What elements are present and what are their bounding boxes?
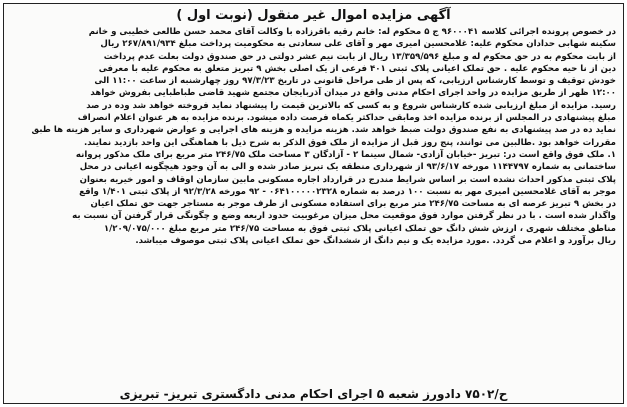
body-line: ۱. ملک فوق واقع است در: تبریز -خیابان آزادی- شمال سینما ۲ - آزادگان ۳ مساحت ملک ۲۴۶/۷۵ متر مربع برای ملک مذکور پروانه [75, 149, 616, 160]
body-line: در بخش ۹ تبریز عرصه ای به مساحت ۲۴۶/۷۵ متر مربع برای استفاده مسکونی از طرف موجر به مستاجر جهت حق تملک اعیان [90, 199, 616, 210]
body-line: دین از نا حیه محکوم علیه . حق تملک اعیانی پلاک ثبتی ۴۰۱ فرعی از یک اصلی بخش ۹ تبریز متعلق به محکوم علیه با معرفی [98, 63, 616, 74]
notice-footer: ح/۷۵۰۲ دادورز شعبه ۵ اجرای احکام مدنی دادگستری تبریز- تبریزی [119, 387, 508, 401]
body-line: پلاک ثبتی مذکور احداث نشده است بر اساس شرایط مندرج در قرارداد اجاره مسکونی مابین سازمان اوقاف و امور خیریه بعنوان [79, 174, 616, 185]
body-line: مناطق مختلف شهری ، ارزش شش دانگ حق تملک اعیانی پلاک ثبتی فوق به مساحت ۲۴۶/۷۵ متر مربع مبلغ ۱/۲۰۹/۰۷۵/۰۰۰ [103, 223, 616, 234]
body-line: مبلغ پیشنهادی در المجلس از برنده مزایده اخذ ومابقی حداکثر یکماه فرصت داده میشود. برنده مزایده به هر عنوان اعلام انصراف [77, 113, 616, 124]
body-line: موجر به آقای غلامحسین امیری مهر به نسبت ۱۰۰ درصد به شماره ۰۶۴۱۰۰۰۰۰۲۳۲۸ - ۹۲ مورخه ۹۲/۳/۲۸ از پلاک ثبتی ۱/۴۰۱ واقع [79, 186, 616, 197]
body-line: ۱۲:۰۰ ظهر از طریق مزایده در واحد اجرای احکام مدنی واقع در میدان آذربایجان مجتمع شهید قاضی طباطبایی بفروش خواهد [90, 88, 616, 99]
body-line: مقررات خواهد بود .طالبین می توانند، پنج روز قبل از مزایده از ملک فوق الذکر به شرح ذیل با هماهنگی این واحد بازدید نمایند. [83, 137, 616, 148]
notice-title: آگهی مزایده اموال غیر منقول (نوبت اول ) [176, 8, 451, 23]
body-line: خودش توقیف و توسط کارشناس ارزیابی، که پس از طی مراحل قانونی در تاریخ ۹۷/۳/۲۳ روز چهارشنبه از ساعت ۱۱:۰۰ الی [94, 76, 616, 87]
body-line: نماید ده در صد پیشنهادی به نفع صندوق دولت ضبط خواهد شد. هزینه مزایده و هزینه های اجرایی و عوارض شهرداری و سایر هزینه ها طبق [31, 125, 616, 136]
auction-notice [3, 3, 624, 404]
body-line: از بابت محکوم به در حق محکوم له و مبلغ ۱۳/۳۵۹/۵۹۶ ریال از بابت نیم عشر دولتی در حق صندوق دولت بعلت عدم پرداخت [103, 51, 616, 62]
body-line: رسید. مزایده از مبلغ ارزیابی شده کارشناس شروع و به کسی که بالاترین قیمت را پیشنهاد نماید فروخته خواهد شد وده در صد [86, 100, 616, 111]
body-line: واگذار شده است . با در نظر گرفتن موارد فوق موقعیت محل میزان مرغوبیت حدود اربعه وضع و چگونگی قرار گرفتن آن نسبت به [72, 211, 616, 222]
notice-body [4, 26, 623, 247]
body-line: در خصوص پرونده اجرائی کلاسه ۹۶۰۰۰۴۱ ج ۵ محکوم له: خانم رقیه باقرزاده با وکالت آقای محمد حسن طالعی خطیبی و خانم [88, 27, 616, 37]
body-line: ریال برآورد و اعلام می گردد. .مورد مزایده یک و نیم دانگ از ششدانگ حق تملک اعیانی پلاک ثبتی موصوف میباشد. [135, 236, 616, 247]
body-line: سکینه شهابی حدادان محکوم علیه: غلامحسین امیری مهر و آقای علی سعادتی به محکومیت پرداخت مبلغ ۲۶۷/۸۹۱/۹۳۴ ریال [100, 39, 616, 50]
body-line: ساختمانی به شماره ۱۱۴۴۷۹۷ مورخه ۹۳/۶/۱۷ از شهرداری منطقه یک تبریز صادر شده و الی به آن وجود هیچگونه اعیانی در محل [79, 162, 616, 173]
